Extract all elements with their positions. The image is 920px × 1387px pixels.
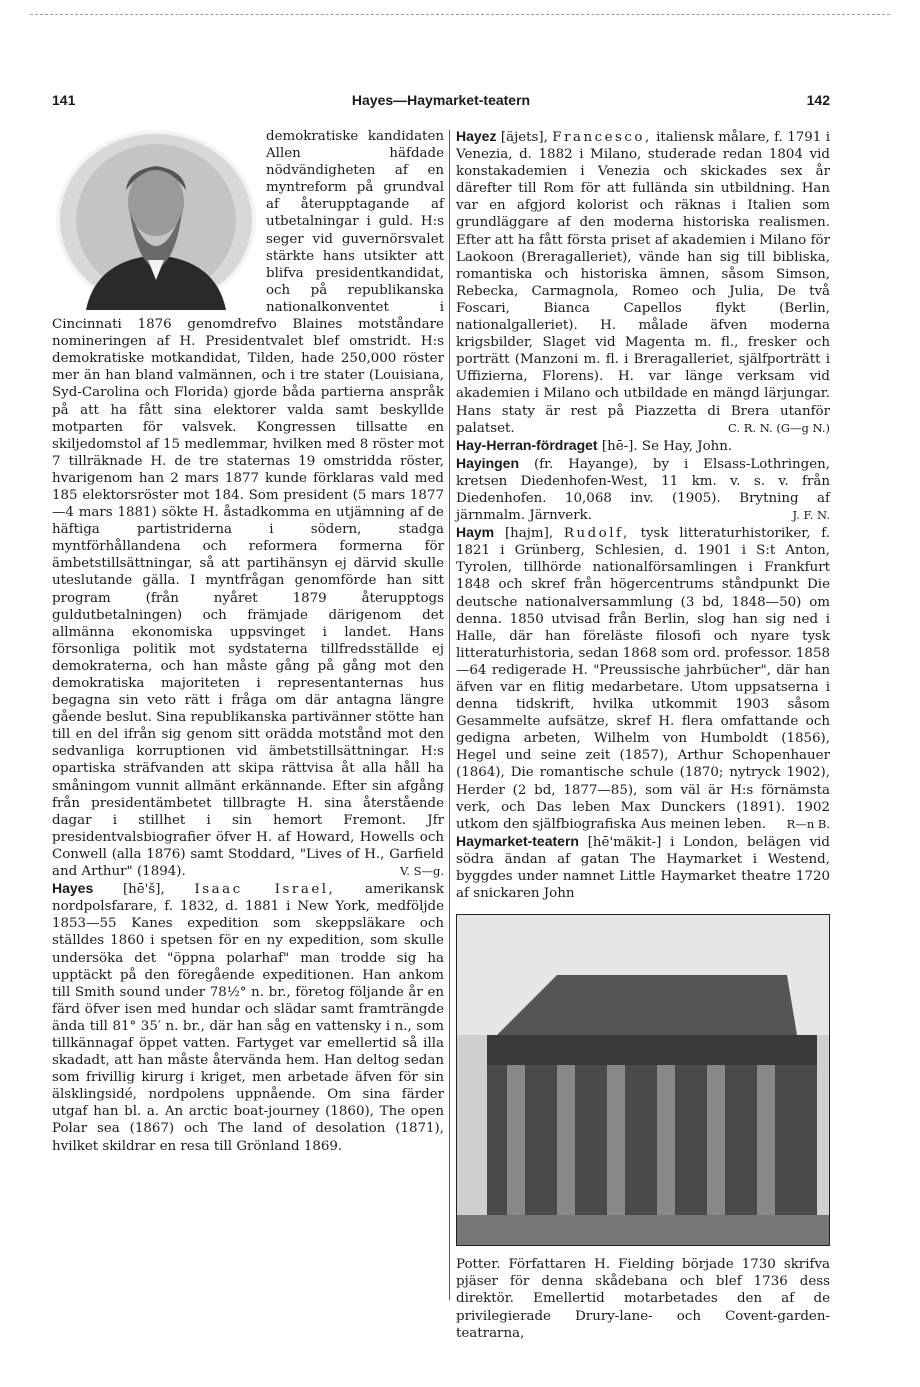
page-number-left: 141	[52, 92, 76, 108]
person-name: Isaac Israel,	[194, 882, 336, 898]
running-header	[52, 92, 830, 114]
right-column	[456, 128, 830, 1342]
running-title: Hayes—Haymarket-teatern	[351, 92, 531, 108]
entry-text: amerikansk nordpolsfarare, f. 1832, d. 1881 i New York, medföljde 1853—55 Kanes expedition som skeppsläkare och ställdes 1860 i spetsen för en ny expedition, som skulle undersöka det "öppna polarhaf" man trodde sig ha upptäckt på den föregående expeditionen. Han ankom till Smith sound under 78½° n. br., företog följande år en färd öfver isen med hundar och slädar samt framträngde ända till 81° 35′ n. br., där han såg en vattensky i n., som tillkännagaf öppet vatten. Fartyget var emellertid så illa skadadt, att han måste återvända hem. Han deltog sedan som frivillig kirurg i kriget, men arbetade äfven för sin älsklingsidé, nordpolens uppnående. Om sina färder utgaf han bl. a.	[52, 882, 444, 1120]
entry-text: [hē-]. Se Hay, John.	[601, 438, 733, 454]
theatre-photograph-icon	[456, 914, 830, 1246]
entry-text: italiensk målare, f. 1791 i Venezia, d. 1882 i Milano, studerade redan 1804 vid konstakademien i Venezia och skickades sex år därefter till Rom för att fullända sin utbildning. Han var en afgjord kolorist och räknas i Italien som grundläggare af den moderna historiska realismen. Efter att ha fått första priset af akademien i Milano för Laokoon (Breragalleriet), vände han sig till bibliska, romantiska och historiska ämnen, såsom Simson, Rebecka, Carmagnola, Romeo och Julia, De två Foscari, Bianca Capellos flykt (Berlin, nationalgalleriet). H. målade äfven moderna krigsbilder, Slaget vid Magenta m. fl., fresker och porträtt (Manzoni m. fl. i Breragalleriet, själfporträtt i Uffizierna, Florens). H. var länge verksam vid akademien i Milano och utbildade en mängd lärjungar. Hans staty är rest på Piazzetta di Brera utanför palatset.	[456, 130, 830, 436]
scan-top-rule	[30, 14, 890, 15]
intro-text: demokratiske kandidaten Allen häfdade nödvändigheten af en myntreform på grundval af återupptagande af utbetalningar i guld. H:s seger vid guvernörsvalet stärkte hans utsikter att blifva presidentkandidat, och på republikanska nationalkonventet i Cincinnati 1876 genomdrefvo Blaines motståndare nomineringen af H. Presidentvalet blef omstridt. H:s demokratiske motkandidat, Tilden, hade 250,000 röster mer än han bland valmännen, och i tre stater (Louisiana, Syd-Carolina och Florida) gjorde båda partierna anspråk på att ha fått sina elektorer valda samt beskyllde motparten för valsvek. Kongressen tillsatte en skiljedomstol af 15 medlemmar, hvilken med 8 röster mot 7 tillräknade H. de tre staternas 19 omstridda röster, hvarigenom han 2 mars 1877 kunde förklaras vald med 185 elektorsröster mot 184. Som president (5 mars 1877—4 mars 1881) sökte H. åstadkomma en utjämning af de häftiga partistriderna i södern, stadga myntförhållandena och reformera formerna för ämbetstillsättningar, så att partihänsyn ej därvid skulle uteslutande gälla. I myntfrågan genomförde han sitt program (från nyåret 1879 återupptogs guldutbetalningen) och främjade därigenom det allmänna ekonomiska uppsvinget i landet. Hans försonliga politik mot sydstaterna tillfredsställde ej demokraterna, och han måste gång på gång mot den demokratiska majoriteten i representanternas hus begagna sin veto rätt i fråga om där antagna längre gående beslut. Sina republikanska partivänner stötte han till en del ifrån sig genom sitt orädda motstånd mot den sedvanliga korruptionen vid ämbetstillsättningar. H:s opartiska sträfvanden att skipa rättvisa åt alla håll ha småningom vunnit allmänt erkännande. Efter sin afgång från presidentämbetet tillbragte H. sina återstående dagar i stillhet i sin hemort Fremont. Jfr presidentvalsbiografier öfver H. af Howard, Howells och Conwell (alla 1876) samt Stoddard, "Lives of H., Garfield and Arthur" (1894).	[52, 129, 444, 880]
signature: C. R. N. (G—g N.)	[728, 420, 830, 435]
entry-haymarket-continuation	[456, 1256, 830, 1341]
portrait-engraving-icon	[56, 130, 256, 310]
pronunciation: [äjets],	[500, 130, 548, 145]
headword: Haym	[456, 524, 495, 541]
headword: Haymarket-teatern	[456, 832, 579, 849]
entry-hayingen	[456, 455, 830, 524]
entry-hay-herran	[456, 437, 830, 455]
headword: Hayingen	[456, 454, 520, 471]
left-column	[52, 128, 444, 1155]
signature: J. F. N.	[792, 508, 830, 523]
entry-hayes	[52, 880, 444, 1155]
pronunciation: [hē'š],	[122, 882, 165, 898]
headword: Hayez	[456, 128, 497, 144]
signature: R—n B.	[786, 816, 830, 831]
headword: Hayes	[52, 880, 94, 897]
entry-haymarket	[456, 833, 830, 902]
signature: V. S—g.	[399, 864, 444, 879]
pronunciation: [hajm],	[504, 526, 554, 542]
headword: Hay-Herran-fördraget	[456, 436, 598, 453]
person-name: Rudolf,	[563, 526, 630, 542]
entry-text: (fr. Hayange), by i Elsass-Lothringen, kretsen Diedenhofen-West, 11 km. v. s. v. från Diedenhofen. 10,068 inv. (1905). Brytning af järnmalm. Järnverk.	[456, 456, 830, 524]
entry-text: tysk litteraturhistoriker, f. 1821 i Grünberg, Schlesien, d. 1901 i S:t Anton, Tyrolen, tillhörde nationalförsamlingen i Frankfurt 1848 och skref från högercentrums ståndpunkt Die deutsche nationalversammlung (3 bd, 1848—50) om denna. 1850 utvisad från Berlin, slog han sig ned i Halle, där han föreläste filosofi och nyare tysk litteraturhistoria, sedan 1868 som ord. professor. 1858—64 redigerade H. "Preussische jahrbücher", där han äfven var en flitig medarbetare. Utom uppsatserna i denna tidskrift, hvilka utkommit 1903 såsom Gesammelte aufsätze, skref H. flera omfattande och gedigna arbeten, Wilhelm von Humboldt (1856), Hegel und seine zeit (1857), Arthur Schopenhauer (1864), Die romantische schule (1870; nytryck 1902), Herder (2 bd, 1877—85), som väl är H:s förnämsta verk, och Das leben Max Dunckers (1891). 1902 utkom den själfbiografiska Aus meinen leben.	[456, 526, 830, 832]
entry-hayez	[456, 128, 830, 437]
column-divider	[449, 130, 450, 1300]
person-name: Francesco,	[552, 130, 652, 145]
entry-text: [hē'mäkit-] i London, belägen vid södra ändan af gatan The Haymarket i Westend, byggdes under namnet Little Haymarket theatre 1720 af snickaren John	[456, 834, 830, 902]
entry-haym	[456, 524, 830, 833]
page-number-right: 142	[806, 92, 830, 108]
works-list: An arctic boat-journey (1860), The open Polar sea (1867) och The land of desolation (1871), hvilket skildrar en resa till Grönland 1869.	[52, 1104, 444, 1154]
entry-text: Potter. Författaren H. Fielding började 1730 skrifva pjäser för denna skådebana och blef 1736 dess direktör. Emellertid motarbetades den af de privilegierade Drury-lane- och Covent-garden-teatrarna,	[456, 1257, 830, 1341]
